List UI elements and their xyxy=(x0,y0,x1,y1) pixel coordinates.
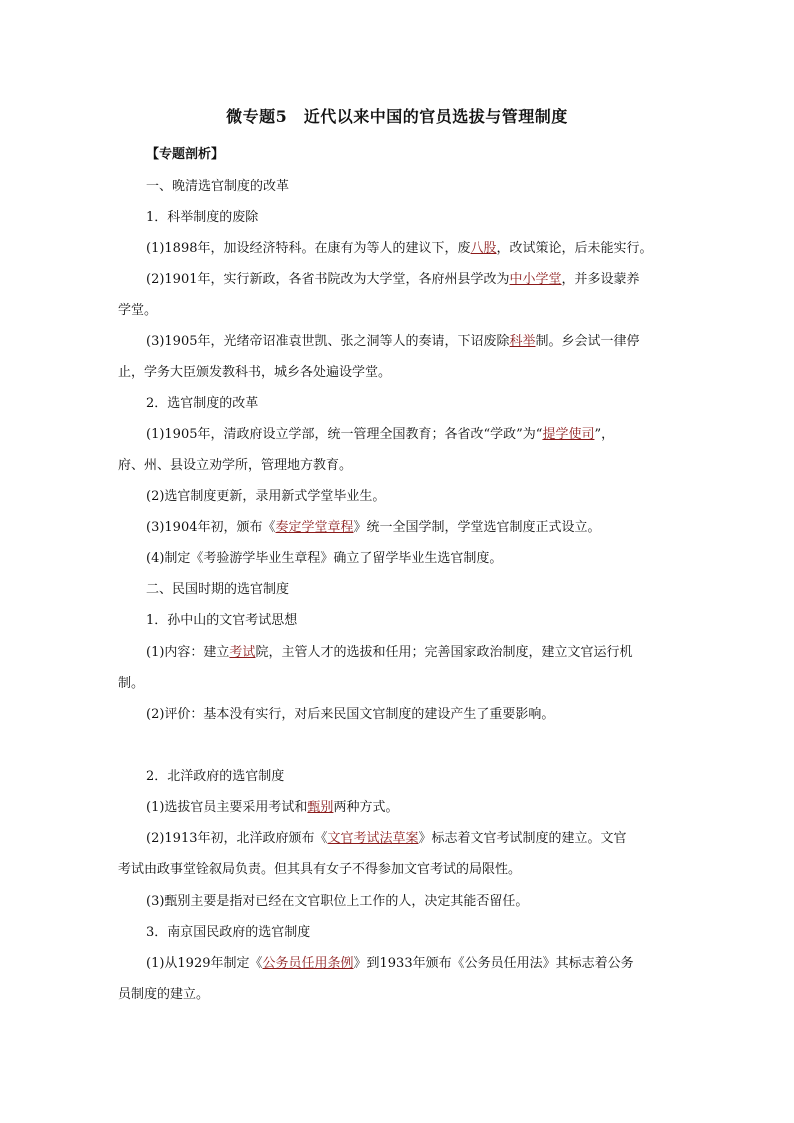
text-run: ”， xyxy=(594,427,615,442)
paragraph-continuation: 员制度的建立。 xyxy=(118,987,210,1002)
paragraph xyxy=(146,427,614,443)
paragraph xyxy=(146,520,601,536)
keyword-link[interactable]: 中小学堂 xyxy=(509,272,562,287)
page-title: 微专题5 近代以来中国的官员选拔与管理制度 xyxy=(226,107,568,126)
paragraph xyxy=(146,831,627,847)
keyword-link[interactable]: 提学使司 xyxy=(542,427,595,442)
subsection-heading-1-2: 2．选官制度的改革 xyxy=(146,396,259,411)
keyword-link[interactable]: 考试 xyxy=(229,645,256,660)
paragraph xyxy=(146,241,653,257)
text-run: (2)1913年初，北洋政府颁布《 xyxy=(146,831,328,846)
section-heading-1: 一、晚清选官制度的改革 xyxy=(146,179,290,194)
paragraph: (2)评价：基本没有实行，对后来民国文官制度的建设产生了重要影响。 xyxy=(146,707,555,722)
text-run: (1)选拔官员主要采用考试和 xyxy=(146,800,308,815)
text-run: 院，主管人才的选拔和任用；完善国家政治制度，建立文官运行机 xyxy=(255,645,633,660)
paragraph xyxy=(146,800,398,816)
keyword-link[interactable]: 科举 xyxy=(509,334,536,349)
subsection-heading-2-3: 3．南京国民政府的选官制度 xyxy=(146,925,311,940)
text-run: 》标志着文官考试制度的建立。文官 xyxy=(418,831,627,846)
subsection-heading-2-1: 1．孙中山的文官考试思想 xyxy=(146,613,298,628)
text-run: (3)1905年，光绪帝诏准袁世凯、张之洞等人的奏请，下诏废除 xyxy=(146,334,510,349)
text-run: (3)1904年初，颁布《 xyxy=(146,520,276,535)
paragraph-continuation: 府、州、县设立劝学所，管理地方教育。 xyxy=(118,458,353,473)
keyword-link[interactable]: 公务员任用条例 xyxy=(262,956,354,971)
paragraph xyxy=(146,272,640,288)
subsection-heading-2-2: 2．北洋政府的选官制度 xyxy=(146,769,285,784)
paragraph-continuation: 考试由政事堂铨叙局负责。但其具有女子不得参加文官考试的局限性。 xyxy=(118,862,522,877)
text-run: (1)1898年，加设经济特科。在康有为等人的建议下，废 xyxy=(146,241,471,256)
text-run: 》统一全国学制，学堂选官制度正式设立。 xyxy=(353,520,601,535)
paragraph: (3)甄别主要是指对已经在文官职位上工作的人，决定其能否留任。 xyxy=(146,894,529,909)
text-run: ，改试策论，后未能实行。 xyxy=(496,241,653,256)
text-run: (1)内容：建立 xyxy=(146,645,230,660)
paragraph-continuation: 止，学务大臣颁发教科书，城乡各处遍设学堂。 xyxy=(118,365,392,380)
paragraph-continuation: 制。 xyxy=(118,676,145,691)
text-run: ，并多设蒙养 xyxy=(561,272,640,287)
keyword-link[interactable]: 文官考试法草案 xyxy=(327,831,419,846)
text-run: (2)1901年，实行新政，各省书院改为大学堂，各府州县学改为 xyxy=(146,272,510,287)
keyword-link[interactable]: 八股 xyxy=(470,241,497,256)
paragraph xyxy=(146,956,634,972)
keyword-link[interactable]: 甄别 xyxy=(307,800,334,815)
paragraph: (2)选官制度更新，录用新式学堂毕业生。 xyxy=(146,489,386,504)
keyword-link[interactable]: 奏定学堂章程 xyxy=(275,520,354,535)
text-run: (1)从1929年制定《 xyxy=(146,956,263,971)
paragraph xyxy=(146,334,640,350)
text-run: 制。乡会试一律停 xyxy=(535,334,640,349)
paragraph: (4)制定《考验游学毕业生章程》确立了留学毕业生选官制度。 xyxy=(146,551,503,566)
section-tag: 【专题剖析】 xyxy=(146,147,225,162)
subsection-heading-1-1: 1．科举制度的废除 xyxy=(146,210,259,225)
text-run: 两种方式。 xyxy=(333,800,399,815)
paragraph-continuation: 学堂。 xyxy=(118,303,158,318)
paragraph xyxy=(146,645,632,661)
text-run: 》到1933年颁布《公务员任用法》其标志着公务 xyxy=(353,956,634,971)
text-run: (1)1905年，清政府设立学部，统一管理全国教育；各省改“学政”为“ xyxy=(146,427,543,442)
section-heading-2: 二、民国时期的选官制度 xyxy=(146,582,290,597)
